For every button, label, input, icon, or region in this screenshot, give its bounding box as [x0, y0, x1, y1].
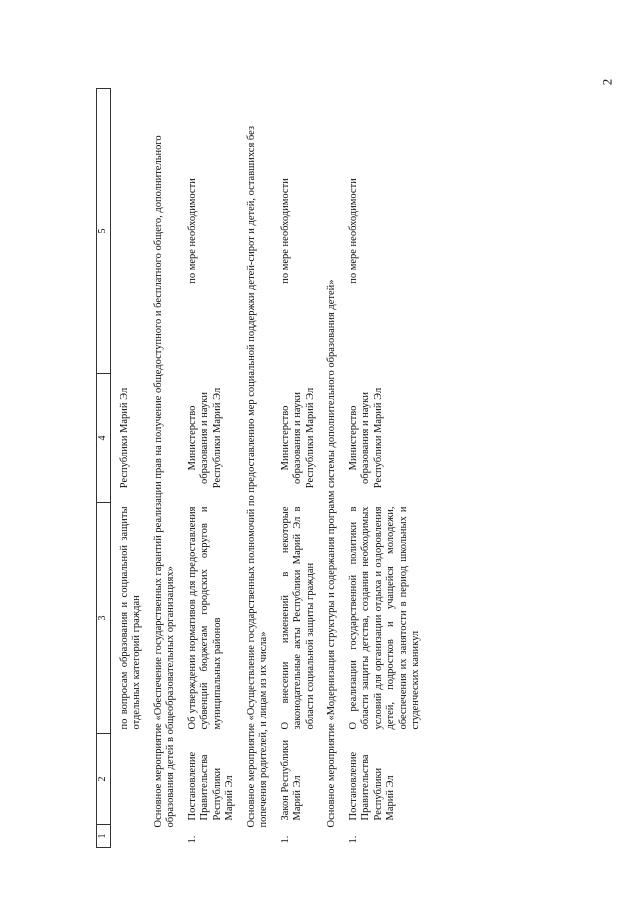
cell-content: О реализации государственной политики в области защиты детства, создания необходимых условий для организации отдыха и оздоровления детей, подростков и учащейся молодежи, обеспечения их занятости в период школьных и студенческих каникул — [347, 506, 421, 730]
cell-term: по мере необходимости — [347, 178, 359, 284]
cell-number: 1. — [347, 835, 359, 844]
cell-content: по вопросам образования и социальной защиты отдельных категорий граждан — [118, 506, 142, 730]
cell-executor: Республики Марий Эл — [118, 387, 130, 489]
cell-content: Об утверждении нормативов для предоставления субвенций бюджетам городских округов и муниципальных районов — [186, 506, 223, 730]
section-heading-row — [320, 89, 345, 848]
rotated-page — [96, 88, 516, 848]
legislation-table — [96, 88, 426, 848]
column-header-5: 5 — [97, 89, 111, 374]
section-heading-row — [240, 89, 277, 848]
column-header-1: 1 — [97, 825, 111, 848]
section-heading-row — [147, 89, 184, 848]
cell-doc-type: Постановление Правительства Республики Марий Эл — [186, 751, 235, 821]
cell-content: О внесении изменений в некоторые законодательные акты Республики Марий Эл в области социальной защиты граждан — [279, 506, 316, 730]
column-header-3: 3 — [97, 503, 111, 734]
page-number: 2 — [599, 78, 615, 86]
cell-number: 1. — [186, 835, 198, 844]
cell-executor: Министерство образования и науки Республики Марий Эл — [186, 387, 223, 489]
column-header-2: 2 — [97, 734, 111, 825]
cell-term: по мере необходимости — [279, 178, 291, 284]
cell-doc-type: Постановление Правительства Республики Марий Эл — [347, 751, 396, 821]
table-header-row — [97, 89, 111, 848]
cell-executor: Министерство образования и науки Республики Марий Эл — [347, 387, 384, 489]
column-header-4: 4 — [97, 374, 111, 503]
table-row — [110, 89, 147, 848]
section-title: Основное мероприятие «Модернизация структуры и содержания программ системы дополнительного образования детей» — [326, 279, 337, 828]
cell-doc-type: Закон Республики Марий Эл — [279, 739, 303, 821]
cell-executor: Министерство образования и науки Республики Марий Эл — [279, 387, 316, 489]
table-row — [277, 89, 321, 848]
cell-number: 1. — [279, 835, 291, 844]
section-title: Основное мероприятие «Осуществление государственных полномочий по предоставлению мер социальной поддержки детей-сирот и детей, оставшихся без попечения родителей, и лицам из их числа» — [245, 125, 269, 828]
table-row — [345, 89, 426, 848]
cell-term: по мере необходимости — [186, 178, 198, 284]
table-row — [184, 89, 240, 848]
section-title: Основное мероприятие «Обеспечение государственных гарантий реализации прав на получение общедоступного и бесплатного общего, дополнительного образования детей в общеобразовательных организациях» — [152, 135, 176, 828]
